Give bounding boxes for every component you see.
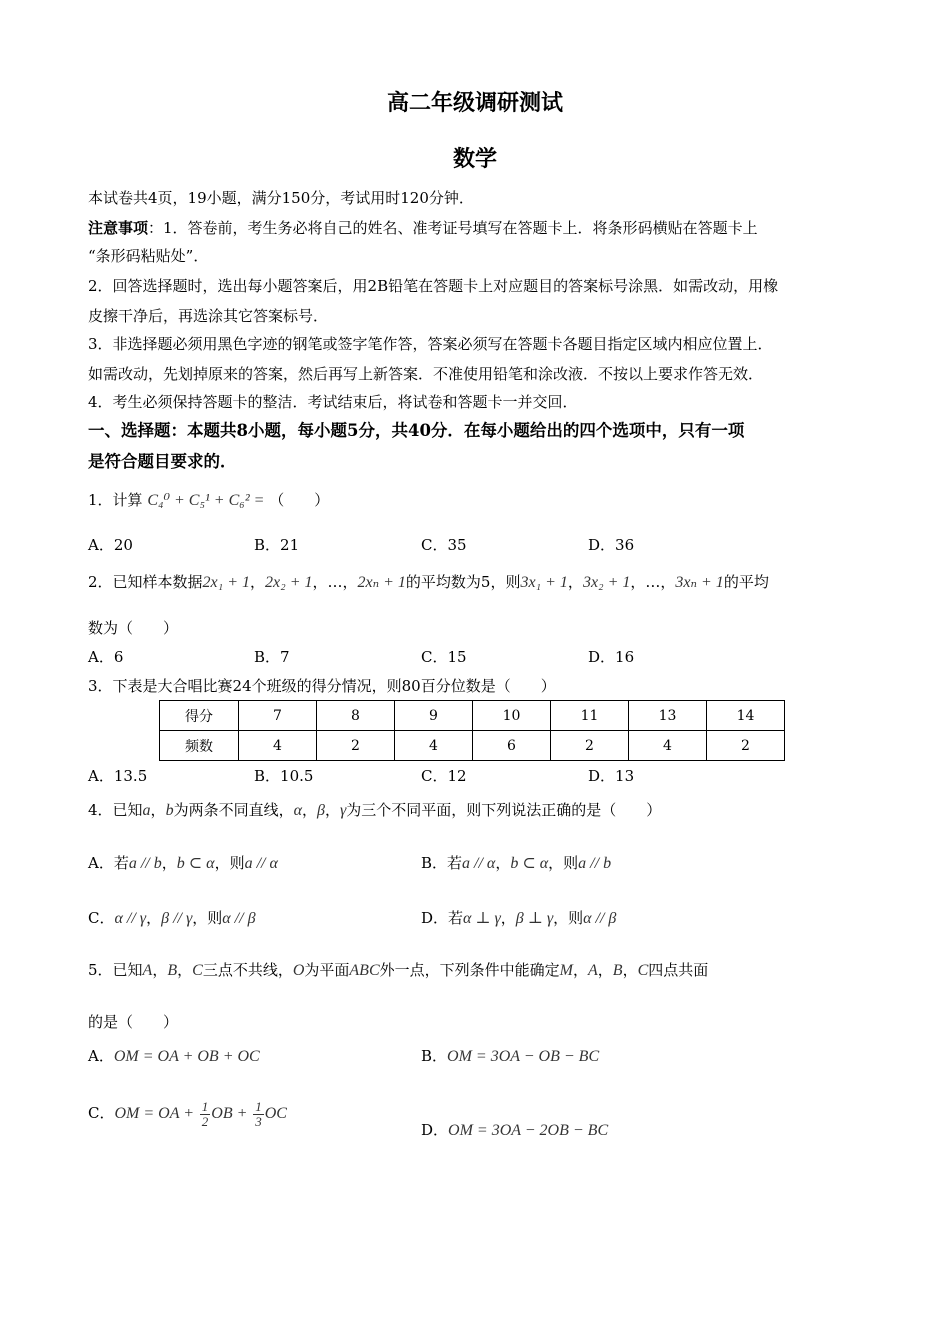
q1-option-b: B．21 bbox=[254, 536, 300, 554]
notice-item-1a: ：1．答卷前，考生务必将自己的姓名、准考证号填写在答题卡上．将条形码横贴在答题卡上 bbox=[148, 219, 758, 237]
exam-title: 高二年级调研测试 bbox=[386, 90, 563, 116]
q3-option-d: D．13 bbox=[588, 767, 635, 785]
q4-option-c bbox=[88, 908, 256, 929]
notice-item-2a: 2．回答选择题时，选出每小题答案后，用2B铅笔在答题卡上对应题目的答案标号涂黑．如需改动，用橡 bbox=[88, 277, 779, 295]
q5-sep: ， bbox=[152, 961, 168, 979]
option-expr: OC bbox=[264, 1105, 287, 1122]
notice-label: 注意事项 bbox=[88, 219, 149, 237]
option-expr: a // b bbox=[578, 855, 612, 872]
option-label: D． bbox=[421, 1121, 449, 1139]
q5-mid: 三点不共线， bbox=[202, 961, 293, 979]
q1-prefix: 1．计算 bbox=[88, 491, 143, 509]
q5-sep: ， bbox=[622, 961, 638, 979]
q5-point: A bbox=[587, 962, 598, 979]
q5-point: C bbox=[192, 962, 203, 979]
q1-option-c: C．35 bbox=[421, 536, 467, 554]
option-then: ，则 bbox=[548, 854, 579, 872]
table-cell: 4 bbox=[629, 731, 707, 761]
option-label: A． bbox=[88, 1047, 114, 1065]
notice-item-4: 4．考生必须保持答题卡的整洁．考试结束后，将试卷和答题卡一并交回． bbox=[88, 393, 578, 411]
table-cell: 2 bbox=[551, 731, 629, 761]
q4-line-a: a bbox=[142, 802, 151, 819]
q2-sep: ， bbox=[567, 573, 583, 591]
q4-line-b: b bbox=[165, 802, 174, 819]
option-expr: β ⊥ γ bbox=[515, 910, 554, 927]
q4-sep: ， bbox=[150, 801, 166, 819]
fraction-denominator: 3 bbox=[255, 1113, 262, 1129]
q2-data-n: 2xₙ + 1 bbox=[357, 574, 406, 591]
notice-item-1 bbox=[88, 218, 758, 238]
q4-sep: ， bbox=[324, 801, 340, 819]
option-expr: β // γ bbox=[161, 910, 193, 927]
option-sep: ， bbox=[500, 909, 516, 927]
subject-title: 数学 bbox=[452, 146, 497, 172]
option-expr: α // β bbox=[583, 910, 617, 927]
q5-point: O bbox=[292, 962, 305, 979]
option-expr: a // α bbox=[462, 855, 496, 872]
q2-option-a: A．6 bbox=[88, 648, 124, 666]
q2-sep: ， bbox=[250, 573, 266, 591]
table-header-cell: 得分 bbox=[160, 701, 239, 731]
q4-option-b bbox=[421, 853, 611, 874]
score-table bbox=[159, 700, 785, 761]
q2-expr-n: 3xₙ + 1 bbox=[675, 574, 724, 591]
q3-option-a: A．13.5 bbox=[88, 767, 148, 785]
question-5 bbox=[88, 960, 708, 981]
table-cell: 10 bbox=[473, 701, 551, 731]
table-cell: 4 bbox=[239, 731, 317, 761]
q1-option-d: D．36 bbox=[588, 536, 635, 554]
notice-item-2b: 皮擦干净后，再选涂其它答案标号． bbox=[88, 307, 329, 325]
q5-option-a bbox=[88, 1046, 260, 1067]
q5-option-b bbox=[421, 1046, 599, 1067]
q4-option-a bbox=[88, 853, 278, 874]
option-expr: a // b bbox=[128, 855, 162, 872]
q2-tail: 的平均 bbox=[723, 573, 769, 591]
q3-option-c: C．12 bbox=[421, 767, 467, 785]
option-then: ，则 bbox=[192, 909, 223, 927]
option-expr: α // γ bbox=[114, 910, 147, 927]
q5-tail: 四点共面 bbox=[648, 961, 709, 979]
q4-plane-gamma: γ bbox=[339, 802, 347, 819]
table-cell: 9 bbox=[395, 701, 473, 731]
q2-data-2: 2x₂ + 1 bbox=[265, 574, 313, 591]
q5-point: C bbox=[637, 962, 649, 979]
option-then: ，则 bbox=[214, 854, 245, 872]
option-label: A．若 bbox=[88, 854, 129, 872]
fraction-denominator: 2 bbox=[201, 1113, 209, 1129]
q4-mid: 为两条不同直线， bbox=[173, 801, 294, 819]
option-label: C． bbox=[88, 909, 115, 927]
option-sep: ， bbox=[161, 854, 177, 872]
option-expr: OM = 3OA − OB − BC bbox=[447, 1048, 600, 1065]
q2-line2: 数为（ ） bbox=[88, 619, 179, 637]
option-expr: α ⊥ γ bbox=[463, 910, 501, 927]
q2-expr-1: 3x₁ + 1 bbox=[520, 574, 568, 591]
q2-mid-text: 的平均数为5，则 bbox=[405, 573, 521, 591]
q5-point: B bbox=[612, 962, 623, 979]
q4-plane-beta: β bbox=[317, 802, 325, 819]
option-expr: OM = 3OA − 2OB − BC bbox=[448, 1122, 609, 1139]
question-1 bbox=[88, 490, 329, 511]
table-row bbox=[160, 731, 785, 761]
question-2 bbox=[88, 572, 769, 593]
table-cell: 4 bbox=[395, 731, 473, 761]
notice-item-1b: “条形码粘贴处”． bbox=[88, 247, 209, 265]
q5-mid: 外一点，下列条件中能确定 bbox=[379, 961, 560, 979]
option-expr: α // β bbox=[222, 910, 256, 927]
q1-expression: C₄⁰ + C₅¹ + C₆² = bbox=[147, 492, 265, 509]
q5-prefix: 5．已知 bbox=[88, 961, 143, 979]
q5-line2: 的是（ ） bbox=[88, 1013, 179, 1031]
table-cell: 11 bbox=[551, 701, 629, 731]
table-header-cell: 频数 bbox=[160, 731, 239, 761]
q2-option-b: B．7 bbox=[254, 648, 290, 666]
q4-option-d bbox=[421, 908, 616, 929]
q1-option-a: A．20 bbox=[88, 536, 133, 554]
option-expr: OM = OA + bbox=[114, 1105, 194, 1122]
option-expr: a // α bbox=[244, 855, 278, 872]
section-heading-line1: 一、选择题：本题共8小题，每小题5分，共40分．在每小题给出的四个选项中，只有一项 bbox=[88, 421, 745, 440]
q2-expr-2: 3x₂ + 1 bbox=[582, 574, 631, 591]
fraction-numerator: 1 bbox=[255, 1098, 262, 1114]
option-label: C． bbox=[88, 1104, 115, 1122]
q5-sep: ， bbox=[597, 961, 613, 979]
q1-blank: （ ） bbox=[269, 491, 330, 509]
q5-point: M bbox=[559, 962, 573, 979]
table-row bbox=[160, 701, 785, 731]
q5-option-c bbox=[88, 1098, 287, 1129]
section-heading-line2: 是符合题目要求的． bbox=[88, 452, 237, 471]
q2-option-c: C．15 bbox=[421, 648, 467, 666]
table-cell: 7 bbox=[239, 701, 317, 731]
option-sep: ， bbox=[495, 854, 511, 872]
option-label: D．若 bbox=[421, 909, 464, 927]
q3-option-b: B．10.5 bbox=[254, 767, 314, 785]
option-label: B．若 bbox=[421, 854, 463, 872]
q5-option-d bbox=[421, 1120, 608, 1141]
table-cell: 8 bbox=[317, 701, 395, 731]
q2-prefix: 2．已知样本数据 bbox=[88, 573, 203, 591]
question-3: 3．下表是大合唱比赛24个班级的得分情况，则80百分位数是（ ） bbox=[88, 677, 556, 695]
table-cell: 6 bbox=[473, 731, 551, 761]
q4-tail: 为三个不同平面，则下列说法正确的是（ ） bbox=[346, 801, 662, 819]
option-label: B． bbox=[421, 1047, 448, 1065]
intro-text: 本试卷共4页，19小题，满分150分，考试用时120分钟． bbox=[88, 189, 474, 207]
table-cell: 2 bbox=[707, 731, 785, 761]
notice-item-3b: 如需改动，先划掉原来的答案，然后再写上新答案．不准使用铅笔和涂改液．不按以上要求作答无效． bbox=[88, 365, 764, 383]
option-then: ，则 bbox=[553, 909, 584, 927]
q2-sep: ，…， bbox=[630, 573, 676, 591]
table-cell: 13 bbox=[629, 701, 707, 731]
q2-data-1: 2x₁ + 1 bbox=[202, 574, 251, 591]
table-cell: 2 bbox=[317, 731, 395, 761]
fraction-numerator: 1 bbox=[201, 1098, 209, 1114]
notice-item-3a: 3．非选择题必须用黑色字迹的钢笔或签字笔作答，答案必须写在答题卡各题目指定区域内相应位置上． bbox=[88, 335, 773, 353]
option-expr: b ⊂ α bbox=[176, 855, 215, 872]
q2-option-d: D．16 bbox=[588, 648, 635, 666]
q2-sep: ，…， bbox=[312, 573, 358, 591]
q4-prefix: 4．已知 bbox=[88, 801, 143, 819]
option-expr: b ⊂ α bbox=[510, 855, 549, 872]
q5-point: B bbox=[167, 962, 178, 979]
fraction-half bbox=[200, 1100, 211, 1129]
table-cell: 14 bbox=[707, 701, 785, 731]
q4-plane-alpha: α bbox=[293, 802, 302, 819]
option-sep: ， bbox=[146, 909, 162, 927]
q5-plane: ABC bbox=[349, 962, 380, 979]
q5-point: A bbox=[142, 962, 153, 979]
q5-sep: ， bbox=[572, 961, 588, 979]
option-expr: OM = OA + OB + OC bbox=[113, 1048, 260, 1065]
q4-sep: ， bbox=[301, 801, 317, 819]
question-4 bbox=[88, 800, 661, 821]
fraction-third bbox=[253, 1100, 264, 1129]
q5-mid: 为平面 bbox=[304, 961, 350, 979]
q5-sep: ， bbox=[177, 961, 193, 979]
option-expr: OB + bbox=[211, 1105, 248, 1122]
